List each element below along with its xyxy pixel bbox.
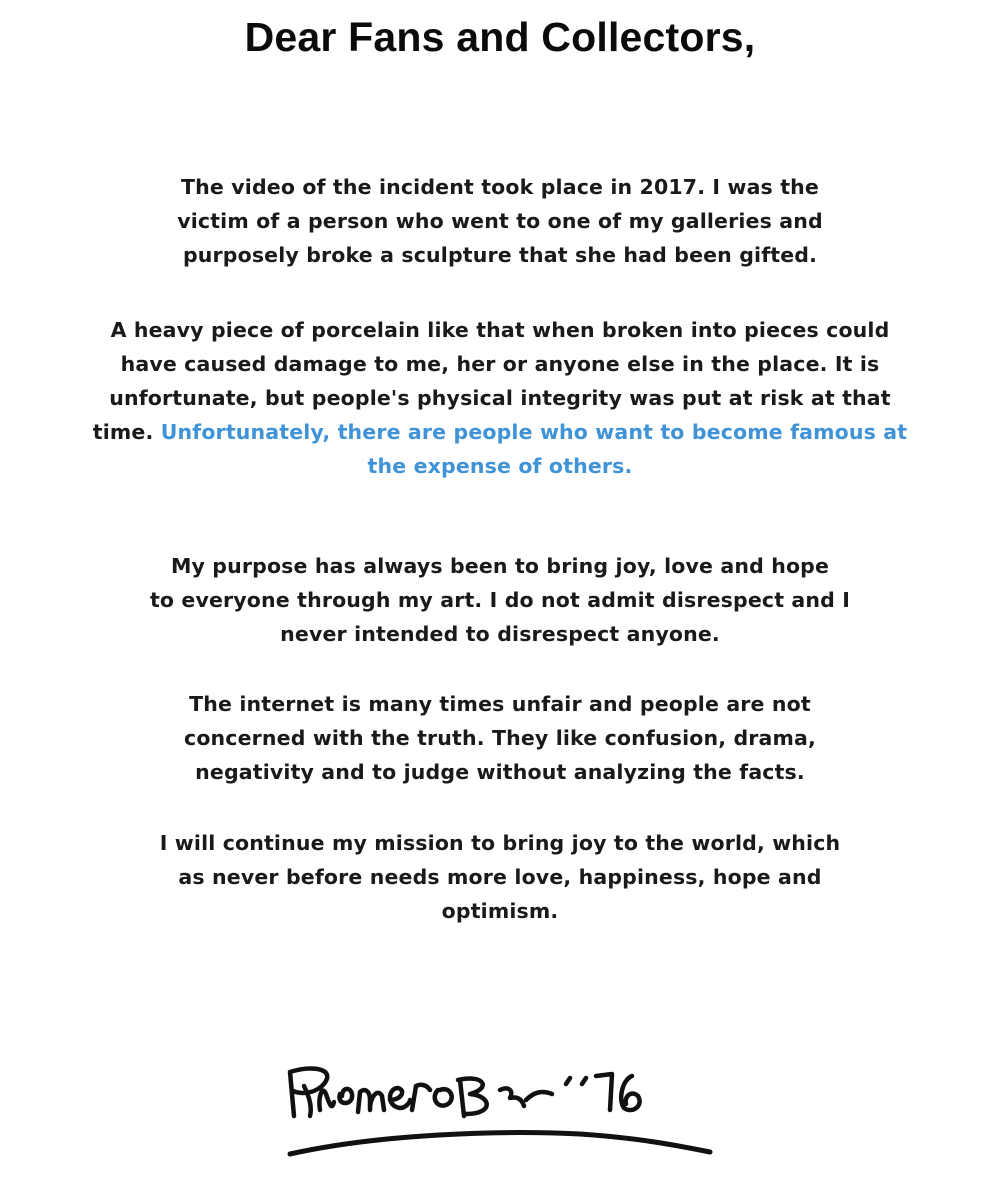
paragraph-incident <box>80 170 920 272</box>
paragraph-mission <box>80 826 920 928</box>
paragraph-porcelain-highlight: Unfortunately, there are people who want to become famous at the expense of others. <box>160 420 908 478</box>
paragraph-internet-line-3: negativity and to judge without analyzing the facts. <box>195 760 805 784</box>
paragraph-incident-line-2: victim of a person who went to one of my galleries and <box>177 209 823 233</box>
paragraph-porcelain-text: A heavy piece of porcelain like that when broken into pieces could have caused damage to me, her or anyone else in the place. It is unfortunate, but people's physical integrity was put at risk at that time. <box>92 318 891 444</box>
paragraph-porcelain <box>80 313 920 483</box>
page-title: Dear Fans and Collectors, <box>244 14 756 60</box>
paragraph-internet <box>80 687 920 789</box>
paragraph-incident-line-1: The video of the incident took place in 2017. I was the <box>181 175 819 199</box>
paragraph-purpose-line-2: to everyone through my art. I do not admit disrespect and I <box>149 588 851 612</box>
paragraph-purpose-line-3: never intended to disrespect anyone. <box>280 622 720 646</box>
paragraph-purpose <box>80 549 920 651</box>
paragraph-purpose-line-1: My purpose has always been to bring joy, love and hope <box>170 554 830 578</box>
paragraph-mission-line-3: optimism. <box>441 899 559 923</box>
paragraph-mission-line-1: I will continue my mission to bring joy to the world, which <box>159 831 841 855</box>
paragraph-mission-line-2: as never before needs more love, happiness, hope and <box>178 865 822 889</box>
signature-image <box>260 1050 740 1170</box>
paragraph-internet-line-2: concerned with the truth. They like confusion, drama, <box>184 726 816 750</box>
paragraph-incident-line-3: purposely broke a sculpture that she had been gifted. <box>182 243 818 267</box>
paragraph-internet-line-1: The internet is many times unfair and people are not <box>189 692 811 716</box>
